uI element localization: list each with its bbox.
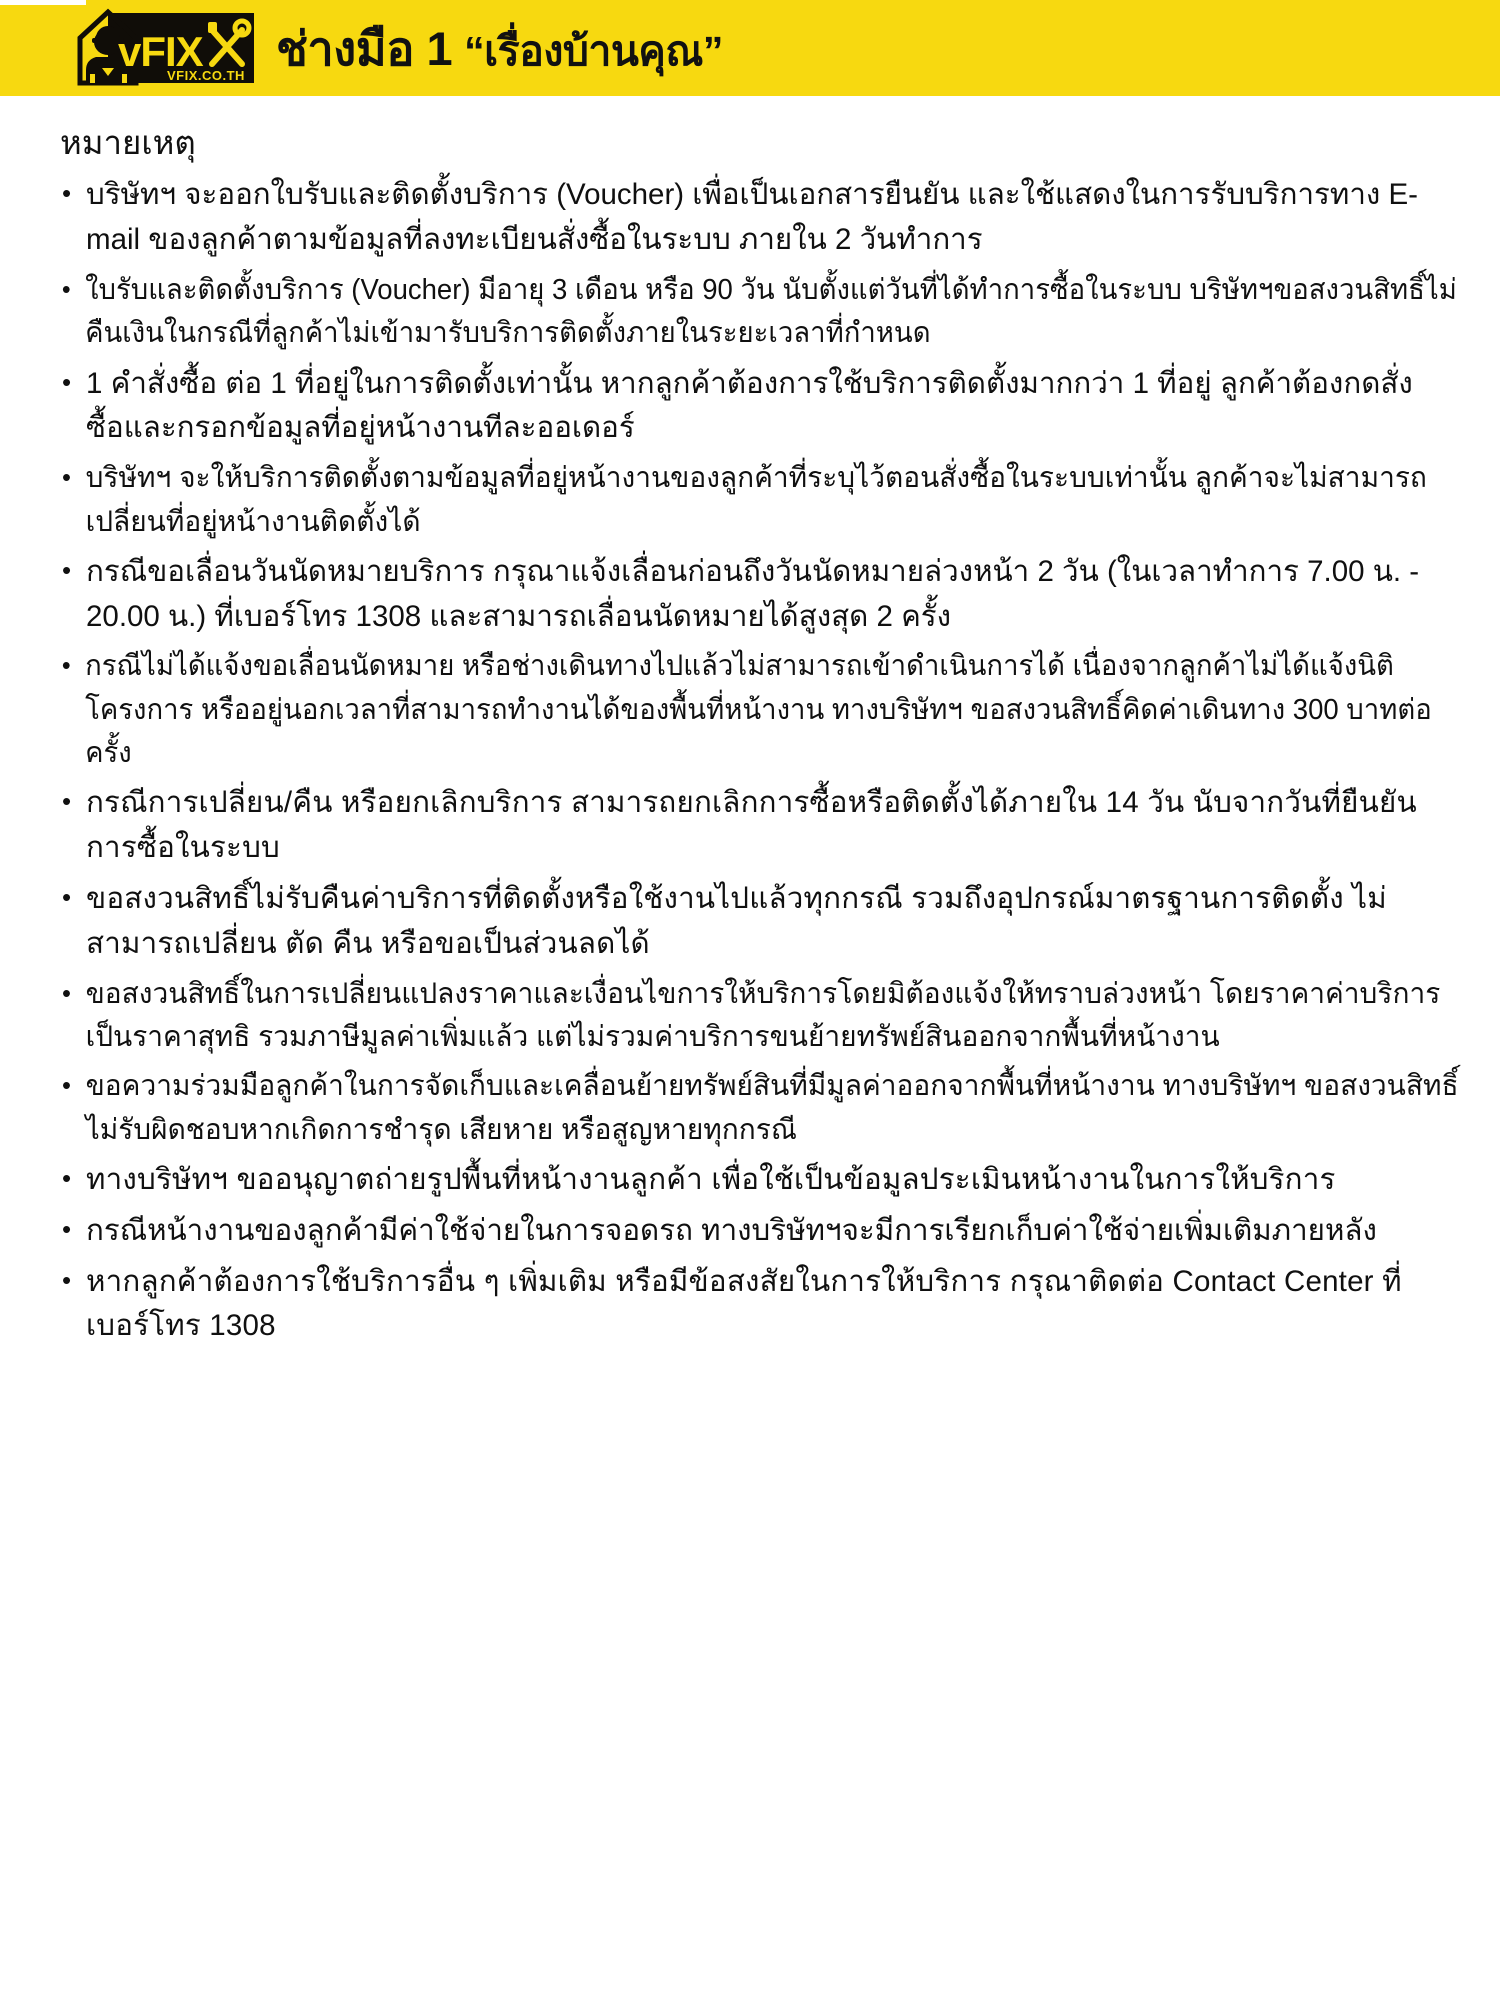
note-item: • บริษัทฯ จะออกใบรับและติดตั้งบริการ (Voucher) เพื่อเป็นเอกสารยืนยัน และใช้แสดงในการรับบริการทาง E-mail ของลูกค้าตามข้อมูลที่ลงทะเบียนสั่งซื้อในระบบ ภายใน 2 วันทำการ — [60, 173, 1440, 263]
note-item: • ขอความร่วมมือลูกค้าในการจัดเก็บและเคลื่อนย้ายทรัพย์สินที่มีมูลค่าออกจากพื้นที่หน้างาน ทางบริษัทฯ ขอสงวนสิทธิ์ไม่รับผิดชอบหากเกิดการชำรุด เสียหาย หรือสูญหายทุกกรณี — [60, 1065, 1467, 1152]
notes-content — [0, 96, 1500, 1349]
note-item: • หากลูกค้าต้องการใช้บริการอื่น ๆ เพิ่มเติม หรือมีข้อสงสัยในการให้บริการ กรุณาติดต่อ Contact Center ที่เบอร์โทร 1308 — [60, 1260, 1440, 1350]
note-item: • กรณีหน้างานของลูกค้ามีค่าใช้จ่ายในการจอดรถ ทางบริษัทฯจะมีการเรียกเก็บค่าใช้จ่ายเพิ่มเติมภายหลัง — [60, 1209, 1440, 1254]
note-item: • 1 คำสั่งซื้อ ต่อ 1 ที่อยู่ในการติดตั้งเท่านั้น หากลูกค้าต้องการใช้บริการติดตั้งมากกว่า 1 ที่อยู่ ลูกค้าต้องกดสั่งซื้อและกรอกข้อมูลที่อยู่หน้างานทีละออเดอร์ — [60, 362, 1440, 452]
vfix-logo — [72, 8, 254, 88]
section-title: หมายเหตุ — [60, 124, 196, 161]
banner-corner-notch — [0, 0, 86, 5]
header-banner — [0, 0, 1500, 96]
note-item: • กรณีการเปลี่ยน/คืน หรือยกเลิกบริการ สามารถยกเลิกการซื้อหรือติดตั้งได้ภายใน 14 วัน นับจากวันที่ยืนยันการซื้อในระบบ — [60, 781, 1440, 871]
note-item: • ทางบริษัทฯ ขออนุญาตถ่ายรูปพื้นที่หน้างานลูกค้า เพื่อใช้เป็นข้อมูลประเมินหน้างานในการให้บริการ — [60, 1158, 1440, 1203]
note-item: • บริษัทฯ จะให้บริการติดตั้งตามข้อมูลที่อยู่หน้างานของลูกค้าที่ระบุไว้ตอนสั่งซื้อในระบบเท่านั้น ลูกค้าจะไม่สามารถเปลี่ยนที่อยู่หน้างานติดตั้งได้ — [60, 457, 1467, 544]
logo-url-text: VFIX.CO.TH — [167, 68, 245, 83]
banner-headline — [276, 21, 723, 75]
svg-text:vFIX: vFIX — [118, 28, 203, 75]
banner-tagline: “เรื่องบ้านคุณ” — [464, 27, 723, 74]
note-item: • กรณีขอเลื่อนวันนัดหมายบริการ กรุณาแจ้งเลื่อนก่อนถึงวันนัดหมายล่วงหน้า 2 วัน (ในเวลาทำการ 7.00 น. - 20.00 น.) ที่เบอร์โทร 1308 และสามารถเลื่อนนัดหมายได้สูงสุด 2 ครั้ง — [60, 550, 1440, 640]
notes-list — [60, 173, 1459, 1349]
vfix-logo-icon — [72, 8, 254, 88]
note-item: • ขอสงวนสิทธิ์ในการเปลี่ยนแปลงราคาและเงื่อนไขการให้บริการโดยมิต้องแจ้งให้ทราบล่วงหน้า โดยราคาค่าบริการเป็นราคาสุทธิ รวมภาษีมูลค่าเพิ่มแล้ว แต่ไม่รวมค่าบริการขนย้ายทรัพย์สินออกจากพื้นที่หน้างาน — [60, 973, 1467, 1060]
note-item: • กรณีไม่ได้แจ้งขอเลื่อนนัดหมาย หรือช่างเดินทางไปแล้วไม่สามารถเข้าดำเนินการได้ เนื่องจากลูกค้าไม่ได้แจ้งนิติโครงการ หรืออยู่นอกเวลาที่สามารถทำงานได้ของพื้นที่หน้างาน ทางบริษัทฯ ขอสงวนสิทธิ์คิดค่าเดินทาง 300 บาทต่อครั้ง — [60, 645, 1465, 775]
note-item: • ใบรับและติดตั้งบริการ (Voucher) มีอายุ 3 เดือน หรือ 90 วัน นับตั้งแต่วันที่ได้ทำการซื้อในระบบ บริษัทฯขอสงวนสิทธิ์ไม่คืนเงินในกรณีที่ลูกค้าไม่เข้ามารับบริการติดตั้งภายในระยะเวลาที่กำหนด — [60, 269, 1465, 356]
banner-headline-text: ช่างมือ 1 — [276, 21, 453, 75]
note-item: • ขอสงวนสิทธิ์ไม่รับคืนค่าบริการที่ติดตั้งหรือใช้งานไปแล้วทุกกรณี รวมถึงอุปกรณ์มาตรฐานการติดตั้ง ไม่สามารถเปลี่ยน ตัด คืน หรือขอเป็นส่วนลดได้ — [60, 877, 1440, 967]
